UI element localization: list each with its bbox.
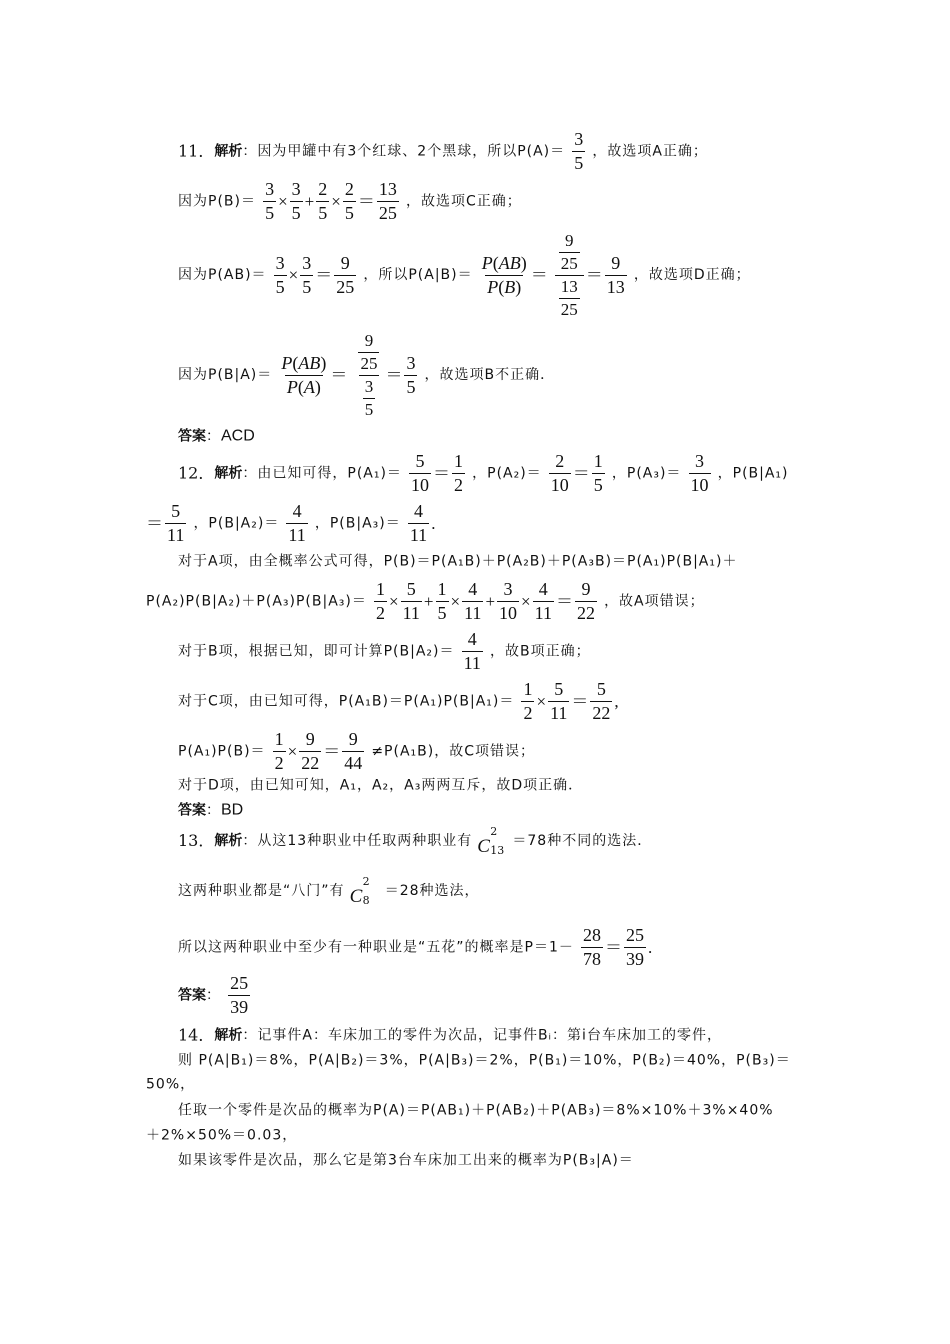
p14-line3: [146, 1076, 195, 1092]
p12-line4: P(A₂)P(B|A₂)＋P(A₃)P(B|A₃)＝ $\frac{1}{2}$ × $\frac{5}{11}$ + $\frac{1}{5}$ × $\frac{4}{11}$ + $\frac{3}{10}$ × $\frac{4}{11}$ ＝ $\frac{9}{22}$ ，故A项错误；: [146, 579, 705, 623]
p12-text3: 对于A项，由全概率公式可得，P(B)＝P(A₁B)＋P(A₂B)＋P(A₃B)＝P(A₁)P(B|A₁)＋: [178, 553, 738, 570]
p14-number: 14．: [178, 1025, 215, 1045]
p14-line6: [178, 1152, 634, 1168]
p12-text4-end: ，故A项错误；: [604, 593, 705, 610]
answer-label: 答案: [178, 802, 206, 819]
p14-text5: ＋2%×50%＝0.03，: [146, 1127, 298, 1144]
p12-line8: [178, 777, 583, 793]
p12-text1: 由已知可得，P(A₁)＝: [257, 465, 402, 482]
p11-text3-mid: ，所以P(A|B)＝: [363, 267, 473, 284]
p11-text3-end: ，故选项D正确；: [633, 267, 751, 284]
p14-text2: 则 P(A|B₁)＝8%，P(A|B₂)＝3%，P(A|B₃)＝2%，P(B₁)＝10%，P(B₂)＝40%，P(B₃)＝: [178, 1052, 791, 1069]
p12-line5: 对于B项，根据已知，即可计算P(B|A₂)＝ $\frac{4}{11}$ ，故B项正确；: [178, 629, 591, 673]
p12-text7: P(A₁)P(B)＝: [178, 743, 266, 760]
p14-line5: [146, 1127, 297, 1143]
p12-text1c: ，P(A₃)＝: [611, 465, 682, 482]
p12-line7: P(A₁)P(B)＝ $\frac{1}{2}$ × $\frac{9}{22}$ ＝ $\frac{9}{44}$ ≠P(A₁B)，故C项错误；: [178, 729, 535, 773]
p14-text6: 如果该零件是次品，那么它是第3台车床加工出来的概率为P(B₃|A)＝: [178, 1152, 634, 1169]
p11-answer: 答案：ACD: [178, 427, 255, 445]
p14-line1: 14．解析：记事件A：车床加工的零件为次品，记事件Bᵢ：第i台车床加工的零件，: [178, 1025, 722, 1045]
p14-text1: 记事件A：车床加工的零件为次品，记事件Bᵢ：第i台车床加工的零件，: [257, 1027, 722, 1044]
p13-text1-end: ＝78种不同的选法．: [512, 833, 653, 849]
p12-text6: 对于C项，由已知可得，P(A₁B)＝P(A₁)P(B|A₁)＝: [178, 693, 515, 710]
p13-line1: 13．解析：从这13种职业中任取两种职业有 C 2 13 ＝78种不同的选法．: [178, 825, 653, 857]
p11-line3: 因为P(AB)＝ $\frac{3}{5}$ × $\frac{3}{5}$ ＝ $\frac{9}{25}$ ，所以P(A|B)＝ $\frac{P(AB)}{P(B)}$ ＝ $\frac{\frac{9}{25}}{\frac{13}{25}}$ ＝ $\frac{9}{13}$ ，故选项D正确；: [178, 231, 751, 319]
p12-text8: 对于D项，由已知可知，A₁，A₂，A₃两两互斥，故D项正确．: [178, 777, 584, 794]
p13-line2: [178, 876, 480, 906]
p13-line3: 所以这两种职业中至少有一种职业是“五花”的概率是P＝1－ $\frac{28}{78}$ ＝ $\frac{25}{39}$ .: [178, 925, 653, 969]
p14-line2: [178, 1052, 791, 1068]
p12-text2b: ，P(B|A₂)＝: [193, 515, 280, 532]
p12-text1d: ，P(B|A₁): [717, 465, 789, 482]
p12-answer-value: BD: [221, 801, 244, 819]
p12-text7-end: ≠P(A₁B)，故C项错误；: [371, 743, 535, 760]
analysis-label: 解析: [214, 465, 243, 482]
p12-number: 12．: [178, 463, 215, 483]
analysis-label: 解析: [214, 833, 243, 849]
p13-text1: 从这13种职业中任取两种职业有: [257, 833, 473, 849]
p13-number: 13．: [178, 831, 215, 850]
p14-line4: [178, 1102, 774, 1118]
p11-text2-end: ，故选项C正确；: [405, 193, 522, 210]
p12-text5: 对于B项，根据已知，即可计算P(B|A₂)＝: [178, 643, 455, 660]
p14-text4: 任取一个零件是次品的概率为P(A)＝P(AB₁)＋P(AB₂)＋P(AB₃)＝8%×10%＋3%×40%: [178, 1102, 774, 1119]
p13-answer-fraction: $\frac{25}{39}$: [230, 973, 249, 1017]
p14-text3: 50%，: [146, 1076, 196, 1093]
p11-text1-end: ，故选项A正确；: [592, 143, 708, 160]
p12-text2c: ，P(B|A₃)＝: [314, 515, 401, 532]
p12-text4: P(A₂)P(B|A₂)＋P(A₃)P(B|A₃)＝: [146, 593, 367, 610]
analysis-label: 解析: [214, 143, 243, 160]
p12-answer: 答案：BD: [178, 801, 244, 819]
p12-text5-end: ，故B项正确；: [490, 643, 591, 660]
combination-c13-2: C 2 13: [477, 825, 505, 857]
p11-line4: 因为P(B|A)＝ $\frac{P(AB)}{P(A)}$ ＝ $\frac{\frac{9}{25}}{\frac{3}{5}}$ ＝ $\frac{3}{5}$ ，故选项B不正确．: [178, 331, 556, 419]
p12-line1: 12．解析：由已知可得，P(A₁)＝ $\frac{5}{10}$ ＝ $\frac{1}{2}$ ，P(A₂)＝ $\frac{2}{10}$ ＝ $\frac{1}{5}$ ，P(A₃)＝ $\frac{3}{10}$ ，P(B|A₁): [178, 451, 789, 495]
frac-3-5: $\frac{3}{5}$: [574, 129, 584, 173]
answer-label: 答案: [178, 987, 206, 1004]
p11-text3: 因为P(AB)＝: [178, 267, 267, 284]
p13-text2-end: ＝28种选法，: [384, 883, 480, 899]
p11-text2: 因为P(B)＝: [178, 193, 256, 210]
p13-answer: 答案： $\frac{25}{39}$: [178, 973, 249, 1017]
p12-line3: [178, 553, 737, 569]
combination-c8-2: C 2 8: [349, 875, 370, 907]
p11-text1: 因为甲罐中有3个红球、2个黑球，所以P(A)＝: [257, 143, 566, 160]
p12-text1b: ，P(A₂)＝: [472, 465, 542, 482]
p11-text4-end: ，故选项B不正确．: [424, 367, 556, 384]
p12-line2: ＝ $\frac{5}{11}$ ，P(B|A₂)＝ $\frac{4}{11}$ ，P(B|A₃)＝ $\frac{4}{11}$ .: [146, 501, 436, 545]
p11-line2: 因为P(B)＝ $\frac{3}{5}$ × $\frac{3}{5}$ + $\frac{2}{5}$ × $\frac{2}{5}$ ＝ $\frac{13}{25}$ ，故选项C正确；: [178, 179, 522, 223]
p11-line1: 11．解析：因为甲罐中有3个红球、2个黑球，所以P(A)＝ $\frac{3}{5}$ ，故选项A正确；: [178, 129, 708, 173]
answer-label: 答案: [178, 428, 206, 445]
p11-text4: 因为P(B|A)＝: [178, 367, 273, 384]
analysis-label: 解析: [214, 1027, 243, 1044]
p11-number: 11．: [178, 141, 215, 161]
p12-line6: 对于C项，由已知可得，P(A₁B)＝P(A₁)P(B|A₁)＝ $\frac{1}{2}$ × $\frac{5}{11}$ ＝ $\frac{5}{22}$ ,: [178, 679, 619, 723]
p13-text3: 所以这两种职业中至少有一种职业是“五花”的概率是P＝1－: [178, 939, 574, 956]
p13-text2: 这两种职业都是“八门”有: [178, 883, 345, 899]
p11-answer-value: ACD: [221, 427, 255, 445]
